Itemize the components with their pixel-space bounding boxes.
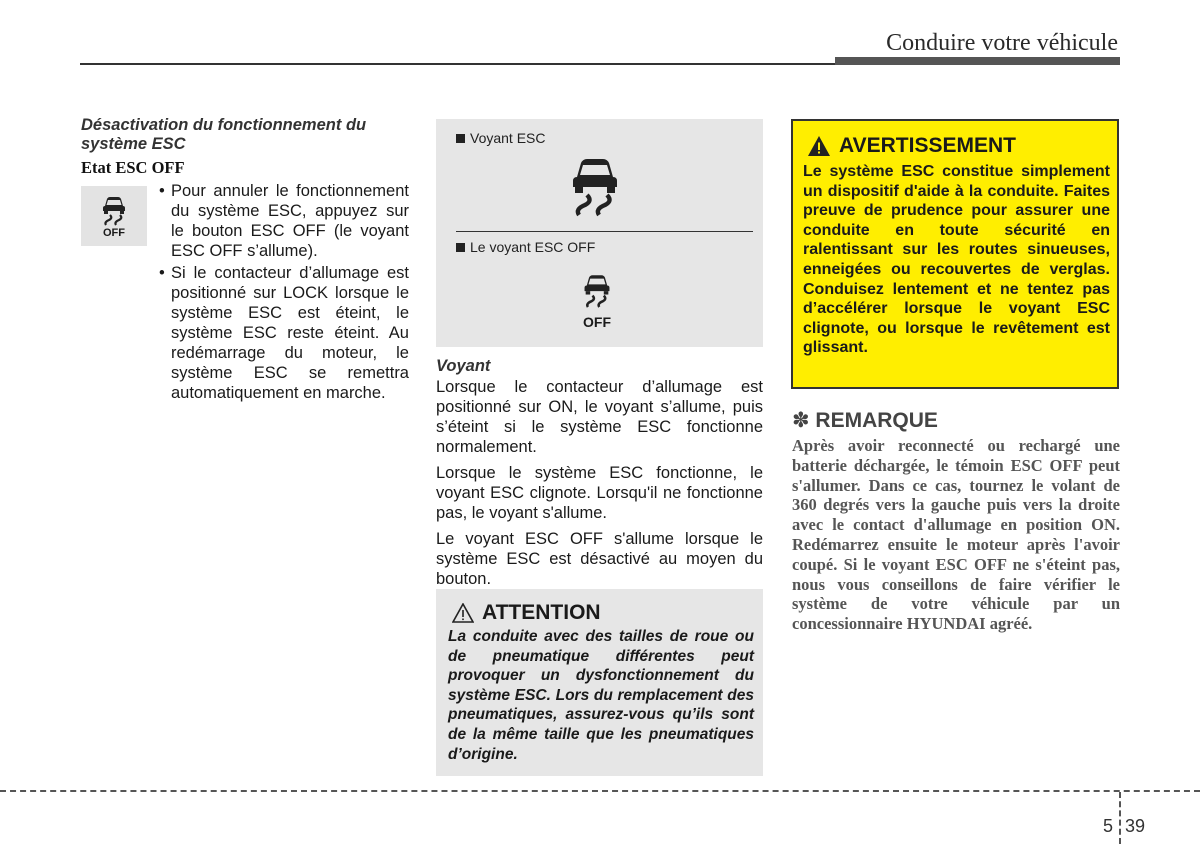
footer-dashed-rule: [0, 790, 1200, 792]
indicator-caption-on: Voyant ESC: [456, 130, 546, 146]
bullet-list: [159, 181, 409, 405]
voyant-paragraph: Lorsque le contacteur d’allumage est positionné sur ON, le voyant s’allume, puis s’éteint si le système ESC fonctionne normalement.: [436, 378, 763, 456]
voyant-paragraph: Lorsque le système ESC fonctionne, le voyant ESC clignote. Lorsqu'il ne fonctionne pas, le voyant s'allume.: [436, 464, 763, 522]
attention-body: La conduite avec des tailles de roue ou de pneumatique différentes peut provoquer un dysfonctionnement du système ESC. Lors du remplacement des pneumatiques, assurez-vous qu’ils sont de la même taille que les pneumatiques d’origine.: [448, 628, 754, 763]
bullet-text: Pour annuler le fonctionnement du système ESC, appuyez sur le bouton ESC OFF (le voyant ESC OFF s’allume).: [171, 182, 409, 260]
warning-triangle-icon: [807, 135, 831, 157]
list-item: • Si le contacteur d’allumage est positionné sur LOCK lorsque le système ESC est éteint, le système ESC reste éteint. Au redémarrage du moteur, le système ESC se remettra automatiquement en marche.: [159, 264, 409, 402]
voyant-subtitle: Voyant: [436, 357, 491, 375]
caution-triangle-icon: [452, 603, 474, 623]
header-rule-thin: [80, 63, 840, 65]
voyant-section: [436, 356, 763, 595]
chapter-number: 5: [1103, 816, 1114, 836]
esc-indicator-icon: [563, 153, 627, 222]
bullet-text: Si le contacteur d’allumage est positionné sur LOCK lorsque le système ESC est éteint, le système ESC reste éteint. Au redémarrage du moteur, le système ESC se remettra automatiquement en marche.: [171, 264, 409, 402]
warning-heading: [807, 134, 1016, 158]
esc-off-indicator-icon: [577, 269, 617, 330]
indicator-off-label: OFF: [583, 314, 611, 330]
warning-body: Le système ESC constitue simplement un dispositif d'aide à la conduite. Faites preuve de prudence pour assurer une conduite en toute sécurité en ralentissant sur les routes sinueuses, enneigées ou recouvertes de verglas. Conduisez lentement et ne tentez pas d’accélérer lorsque le voyant ESC clignote, ou lorsque le revêtement est glissant.: [803, 163, 1110, 357]
attention-title: ATTENTION: [482, 601, 601, 624]
esc-off-button-icon: [81, 186, 147, 246]
divider: [456, 231, 753, 232]
header-rule-thick: [835, 57, 1120, 65]
attention-heading: [452, 601, 601, 625]
footer-vertical-dashed-rule: [1119, 792, 1121, 844]
square-bullet-icon: [456, 134, 465, 143]
warning-box: [791, 119, 1119, 389]
page-header-title: Conduire votre véhicule: [886, 30, 1118, 56]
remarque-body: Après avoir reconnecté ou rechargé une batterie déchargée, le témoin ESC OFF peut s'allumer. Dans ce cas, tournez le volant de 360 degrés vers la gauche puis vers la droite avec le contact d'allumage en position ON. Redémarrez ensuite le moteur après l'avoir coupé. Si le voyant ESC OFF ne s'éteint pas, nous vous conseillons de faire vérifier le système de votre véhicule par un concessionnaire HYUNDAI agréé.: [792, 436, 1120, 634]
indicator-caption-off: Le voyant ESC OFF: [456, 239, 595, 255]
state-title: Etat ESC OFF: [81, 158, 185, 177]
skidding-car-icon: [99, 194, 129, 226]
indicator-panel: [436, 119, 763, 347]
page-number: 39: [1125, 816, 1146, 836]
voyant-paragraph: Le voyant ESC OFF s'allume lorsque le système ESC est désactivé au moyen du bouton.: [436, 530, 763, 588]
section-title: Désactivation du fonctionnement du système ESC: [81, 116, 367, 153]
left-column: [81, 116, 411, 402]
list-item: • Pour annuler le fonctionnement du système ESC, appuyez sur le bouton ESC OFF (le voyant ESC OFF s’allume).: [159, 182, 409, 260]
warning-title: AVERTISSEMENT: [839, 134, 1016, 157]
attention-box: [436, 589, 763, 776]
icon-off-label: OFF: [103, 226, 125, 239]
square-bullet-icon: [456, 243, 465, 252]
remarque-title: ✽ REMARQUE: [792, 409, 938, 432]
